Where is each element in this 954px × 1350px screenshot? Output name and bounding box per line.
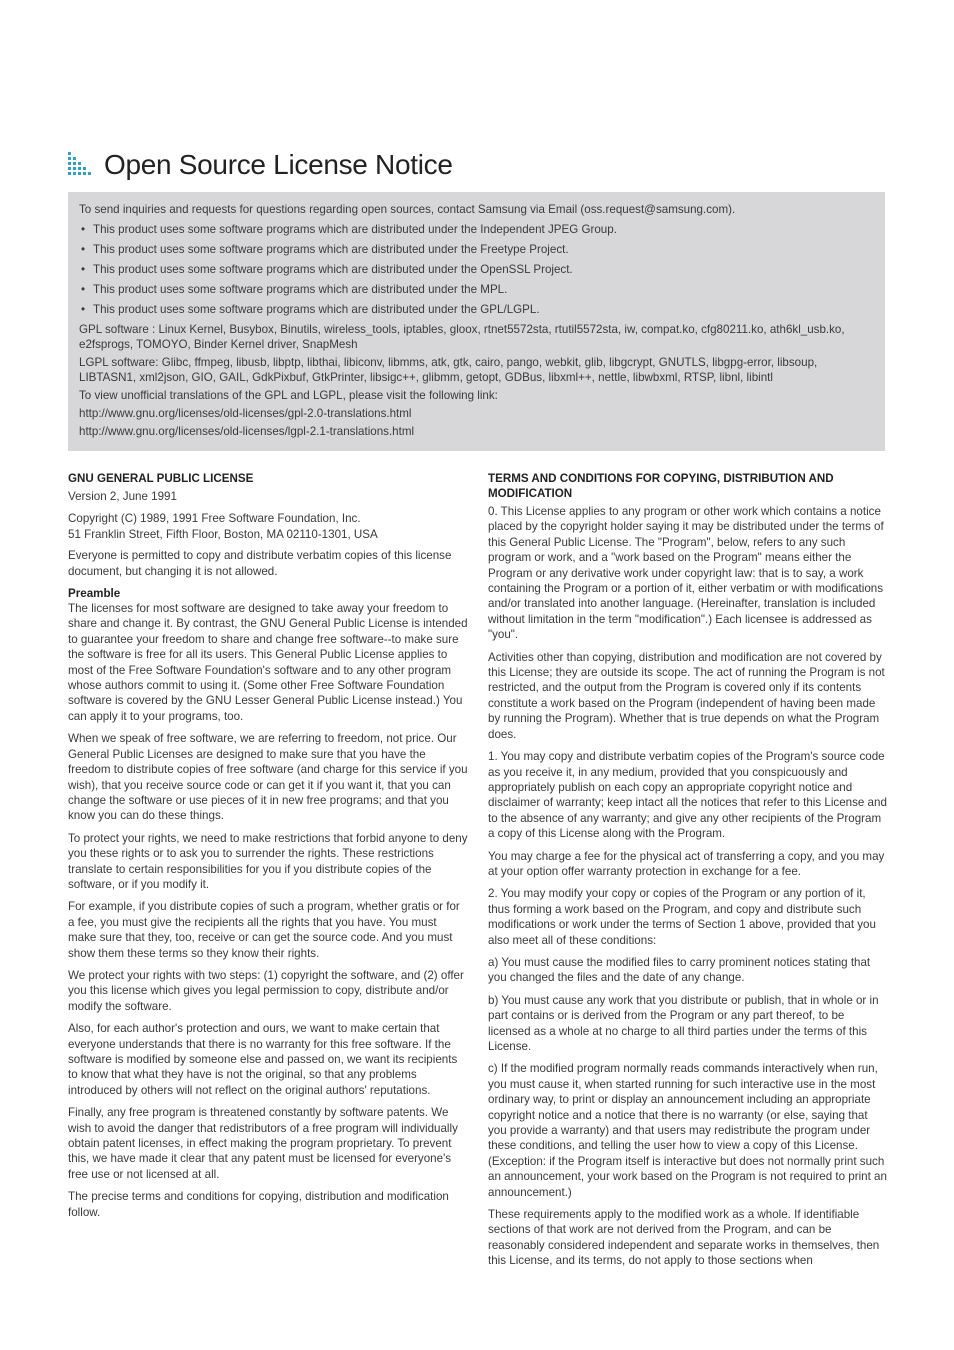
address-line: 51 Franklin Street, Fifth Floor, Boston, MA 02110-1301, USA — [68, 527, 378, 541]
right-column — [488, 471, 888, 1276]
notice-box — [68, 192, 885, 451]
paragraph: Finally, any free program is threatened constantly by software patents. We wish to avoid the danger that redistributors of a free program will individually obtain patent licenses, in effect making the program proprietary. To prevent this, we have made it clear that any patent must be licensed for everyone's free use or not licensed at all. — [68, 1106, 458, 1181]
left-column — [68, 471, 468, 1227]
paragraph: When we speak of free software, we are referring to freedom, not price. Our General Public Licenses are designed to make sure that you have the freedom to distribute copies of free software (and charge for this service if you wish), that you receive source code or can get it if you want it, that you can change the software or use pieces of it in new free programs; and that you know you can do these things. — [68, 732, 468, 823]
gpl-software-list: GPL software : Linux Kernel, Busybox, Binutils, wireless_tools, iptables, gloox, rtnet5572sta, rtutil5572sta, iw, compat.ko, cfg80211.ko, ath6kl_usb.ko, e2fsprogs, TOMOYO, Binder Kernel driver, SnapMesh — [79, 323, 845, 351]
notice-bullet-list — [79, 222, 874, 317]
title-row — [68, 148, 453, 182]
permission-paragraph: Everyone is permitted to copy and distribute verbatim copies of this license document, but changing it is not allowed. — [68, 549, 452, 578]
paragraph: a) You must cause the modified files to carry prominent notices stating that you changed the files and the date of any change. — [488, 955, 871, 985]
bar-graph-logo-icon — [68, 152, 94, 178]
paragraph: These requirements apply to the modified work as a whole. If identifiable sections of that work are not derived from the Program, and can be reasonably considered independent and separate works in themselves, then this License, and its terms, do not apply to those sections when — [488, 1208, 880, 1268]
translations-intro: To view unofficial translations of the GPL and LGPL, please visit the following link: — [79, 389, 498, 402]
paragraph: Activities other than copying, distribution and modification are not covered by this License; they are outside its scope. The act of running the Program is not restricted, and the output from the Program is covered only if its contents constitute a work based on the Program (independent of having been made by running the Program). Whether that is true depends on what the Program does. — [488, 650, 885, 741]
gpl-translations-link[interactable]: http://www.gnu.org/licenses/old-licenses/gpl-2.0-translations.html — [79, 407, 412, 420]
paragraph: For example, if you distribute copies of such a program, whether gratis or for a fee, you must give the recipients all the rights that you have. You must make sure that they, too, receive or can get the source code. And you must show them these terms so they know their rights. — [68, 900, 460, 960]
preamble-heading: Preamble — [68, 587, 121, 601]
paragraph: Also, for each author's protection and ours, we want to make certain that everyone understands that there is no warranty for this free software. If the software is modified by someone else and passed on, we want its recipients to know that what they have is not the original, so that any problems introduced by others will not reflect on the original authors' reputations. — [68, 1022, 458, 1097]
paragraph: The precise terms and conditions for copying, distribution and modification follow. — [68, 1190, 449, 1219]
list-item: • This product uses some software programs which are distributed under the Freetype Project. — [79, 242, 874, 257]
paragraph: b) You must cause any work that you distribute or publish, that in whole or in part contains or is derived from the Program or any part thereof, to be licensed as a whole at no charge to all third parties under the terms of this License. — [488, 993, 879, 1053]
page-title: Open Source License Notice — [104, 149, 453, 180]
version-line: Version 2, June 1991 — [68, 490, 177, 503]
lgpl-software-list: LGPL software: Glibc, ffmpeg, libusb, libptp, libthai, libiconv, libmms, atk, gtk, cairo, pango, webkit, glib, libgcrypt, GNUTLS, libgpg-error, libsoup, LIBTASN1, xml2json, GIO, GAIL, GdkPixbuf, GtkPrinter, libsigc++, glibmm, getopt, GDBus, libxml++, nettle, libwbxml, RTSP, libnl, libintl — [79, 356, 818, 384]
lgpl-translations-link[interactable]: http://www.gnu.org/licenses/old-licenses/lgpl-2.1-translations.html — [79, 425, 415, 438]
gpl-heading: GNU GENERAL PUBLIC LICENSE — [68, 472, 254, 485]
paragraph: We protect your rights with two steps: (1) copyright the software, and (2) offer you this license which gives you legal permission to copy, distribute and/or modify the software. — [68, 968, 464, 1013]
list-item: • This product uses some software programs which are distributed under the Independent JPEG Group. — [79, 222, 874, 237]
paragraph: The licenses for most software are designed to take away your freedom to share and change it. By contrast, the GNU General Public License is intended to guarantee your freedom to share and change free software--to make sure the software is free for all its users. This General Public License applies to most of the Free Software Foundation's software and to any other program whose authors commit to using it. (Some other Free Software Foundation software is covered by the GNU Lesser General Public License instead.) You can apply it to your programs, too. — [68, 602, 468, 723]
paragraph: 0. This License applies to any program or other work which contains a notice placed by the copyright holder saying it may be distributed under the terms of this General Public License. The "Program", below, refers to any such program or work, and a "work based on the Program" means either the Program or any derivative work under copyright law: that is to say, a work containing the Program or a portion of it, either verbatim or with modifications and/or translated into another language. (Hereinafter, translation is included without limitation in the term "modification".) Each licensee is addressed as "you". — [488, 505, 884, 642]
paragraph: You may charge a fee for the physical act of transferring a copy, and you may at your option offer warranty protection in exchange for a fee. — [488, 849, 885, 878]
copyright-block — [68, 511, 468, 542]
notice-intro: To send inquiries and requests for questions regarding open sources, contact Samsung via Email (oss.request@samsung.com). — [79, 203, 736, 216]
list-item: • This product uses some software programs which are distributed under the GPL/LGPL. — [79, 302, 874, 317]
copyright-line: Copyright (C) 1989, 1991 Free Software Foundation, Inc. — [68, 512, 361, 526]
paragraph: 2. You may modify your copy or copies of the Program or any portion of it, thus forming a work based on the Program, and copy and distribute such modifications or work under the terms of Section 1 above, provided that you also meet all of these conditions: — [488, 887, 876, 947]
terms-heading: TERMS AND CONDITIONS FOR COPYING, DISTRIBUTION AND MODIFICATION — [488, 472, 834, 500]
paragraph: c) If the modified program normally reads commands interactively when run, you must cause it, when started running for such interactive use in the most ordinary way, to print or display an announcement including an appropriate copyright notice and a notice that there is no warranty (or else, saying that you provide a warranty) and that users may redistribute the program under these conditions, and telling the user how to view a copy of this License. (Exception: if the Program itself is interactive but does not normally print such an announcement, your work based on the Program is not required to print an announcement.) — [488, 1062, 887, 1199]
paragraph: 1. You may copy and distribute verbatim copies of the Program's source code as you receive it, in any medium, provided that you conspicuously and appropriately publish on each copy an appropriate copyright notice and disclaimer of warranty; keep intact all the notices that refer to this License and to the absence of any warranty; and give any other recipients of the Program a copy of this License along with the Program. — [488, 750, 887, 841]
paragraph: To protect your rights, we need to make restrictions that forbid anyone to deny you these rights or to ask you to surrender the rights. These restrictions translate to certain responsibilities for you if you distribute copies of the software, or if you modify it. — [68, 831, 468, 891]
list-item: • This product uses some software programs which are distributed under the MPL. — [79, 282, 874, 297]
list-item: • This product uses some software programs which are distributed under the OpenSSL Project. — [79, 262, 874, 277]
